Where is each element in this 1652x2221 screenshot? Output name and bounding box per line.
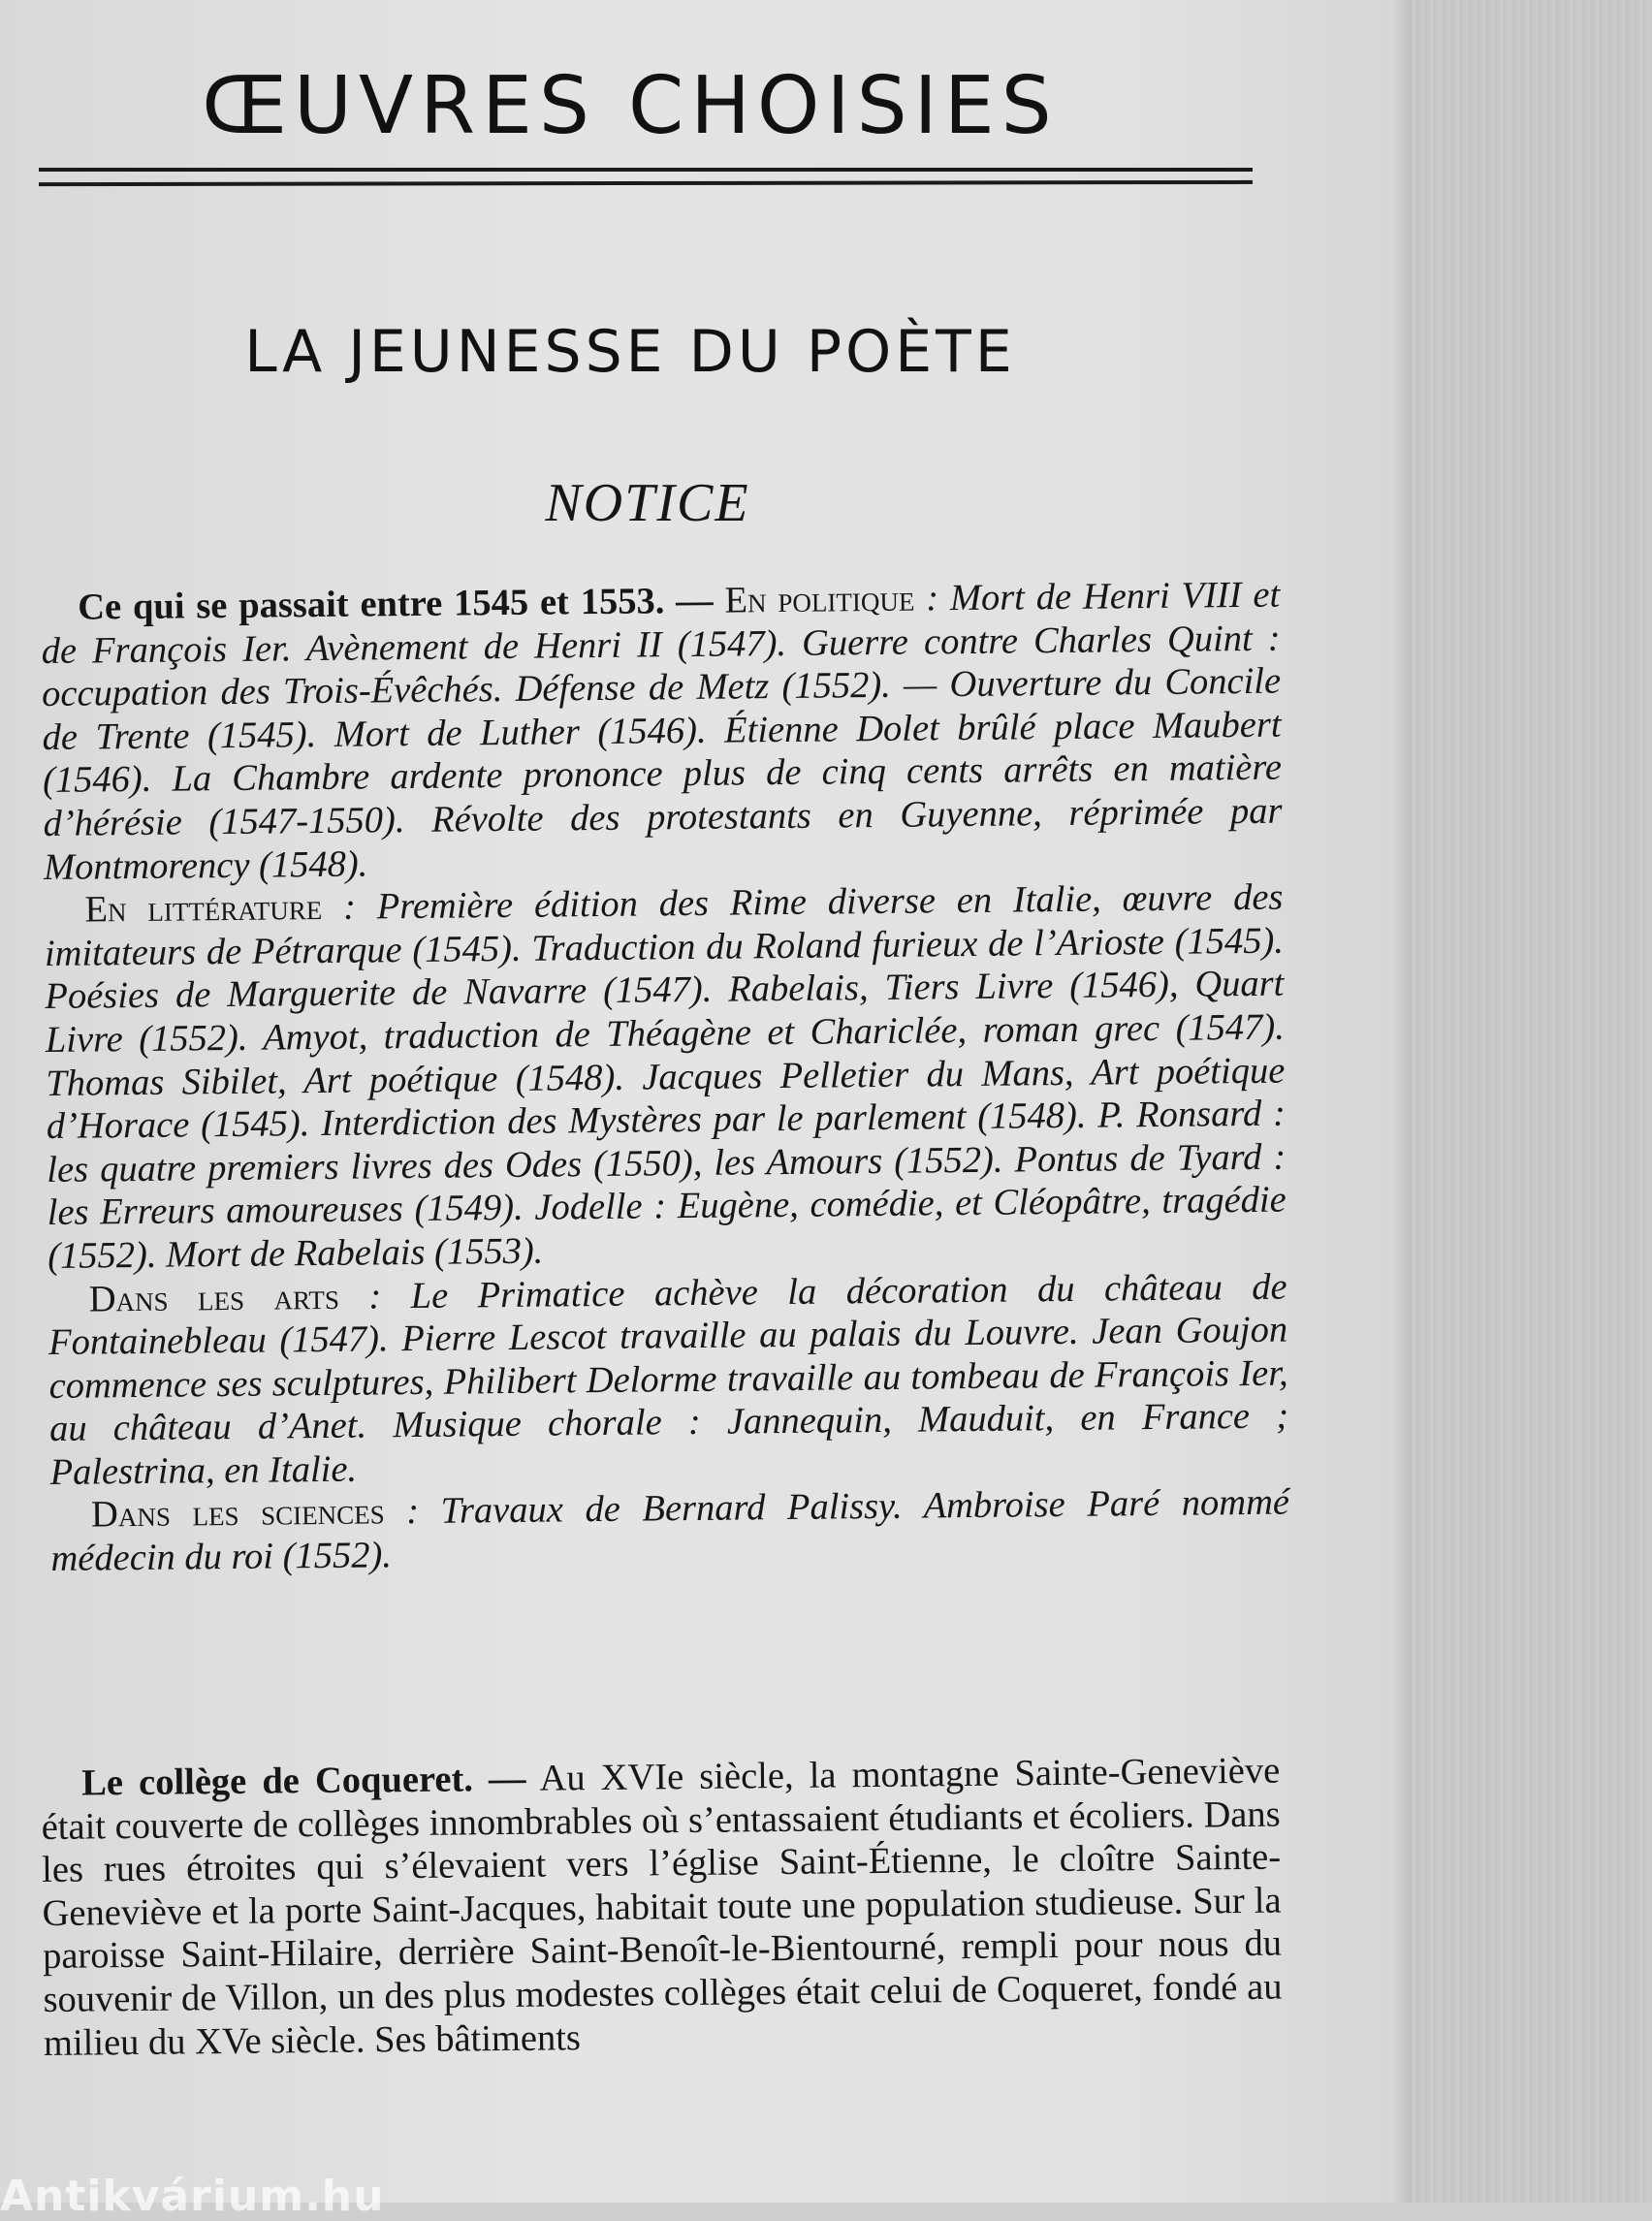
- section-title: LA JEUNESSE DU POÈTE: [244, 318, 1016, 386]
- notice-title: NOTICE: [545, 473, 750, 533]
- header-rule-top: [39, 168, 1253, 172]
- litterature-paragraph: [44, 876, 1287, 1279]
- arts-label: Dans les arts: [88, 1276, 340, 1320]
- litterature-text: : Première édition des Rime diverse en Italie, œuvre des imitateurs de Pétrarque (1545). Traduction du Roland furieux de l’Arioste (1545). Poésies de Marguerite de Navarre (1547). Rabelais, Tiers Livre (1546), Quart Livre (1552). Amyot, traduction de Théagène et Chariclée, roman grec (1547). Thomas Sibilet, Art poétique (1548). Jacques Pelletier du Mans, Art poétique d’Horace (1545). Interdiction des Mystères par le parlement (1548). P. Ronsard : les quatre premiers livres des Odes (1550), les Amours (1552). Pontus de Tyard : les Erreurs amoureuses (1549). Jodelle : Eugène, comédie, et Cléopâtre, tragédie (1552). Mort de Rabelais (1553).: [44, 876, 1287, 1277]
- arts-paragraph: [48, 1265, 1288, 1494]
- watermark: Antikvárium.hu: [0, 2172, 385, 2221]
- sciences-label: Dans les sciences: [90, 1491, 385, 1536]
- litterature-label: En littérature: [84, 887, 323, 931]
- college-heading: Le collège de Coqueret. —: [81, 1758, 526, 1804]
- politique-text: : Mort de Henri VIII et de François Ier. Avènement de Henri II (1547). Guerre contre Charles Quint : occupation des Trois-Évêchés. Défense de Metz (1552). — Ouverture du Concile de Trente (1545). Mort de Luther (1546). Étienne Dolet brûlé place Maubert (1546). La Chambre ardente prononce plus de cinq cents arrêts en matière d’hérésie (1547-1550). Révolte des protestants en Guyenne, réprimée par Montmorency (1548).: [41, 574, 1283, 888]
- context-heading: Ce qui se passait entre 1545 et 1553. —: [78, 580, 714, 628]
- politique-label: En politique: [724, 578, 915, 621]
- college-block: [41, 1750, 1283, 2066]
- college-paragraph: [41, 1750, 1283, 2066]
- running-head: ŒUVRES CHOISIES: [202, 60, 1059, 152]
- college-text: Au XVIe siècle, la montagne Sainte-Geneviève était couverte de collèges innombrables où s’entassaient étudiants et écoliers. Dans les rues étroites qui s’élevaient vers l’église Saint-Étienne, le cloître Sainte-Geneviève et la porte Saint-Jacques, habitait toute une population studieuse. Sur la paroisse Saint-Hilaire, derrière Saint-Benoît-le-Bientourné, rempli pour nous du souvenir de Villon, un des plus modestes collèges était celui de Coqueret, fondé au milieu du XVe siècle. Ses bâtiments: [41, 1750, 1283, 2064]
- historical-context-block: [41, 574, 1290, 1581]
- page-fold-shadow: [1392, 0, 1414, 2203]
- page-edges: [1412, 0, 1652, 2203]
- sciences-paragraph: [50, 1481, 1290, 1581]
- sciences-text: : Travaux de Bernard Palissy. Ambroise Paré nommé médecin du roi (1552).: [50, 1482, 1290, 1580]
- politique-paragraph: [41, 574, 1283, 890]
- arts-text: : Le Primatice achève la décoration du château de Fontainebleau (1547). Pierre Lescot travaille au palais du Louvre. Jean Goujon commence ses sculptures, Philibert Delorme travaille au tombeau de François Ier, au château d’Anet. Musique chorale : Jannequin, Mauduit, en France ; Palestrina, en Italie.: [48, 1266, 1289, 1493]
